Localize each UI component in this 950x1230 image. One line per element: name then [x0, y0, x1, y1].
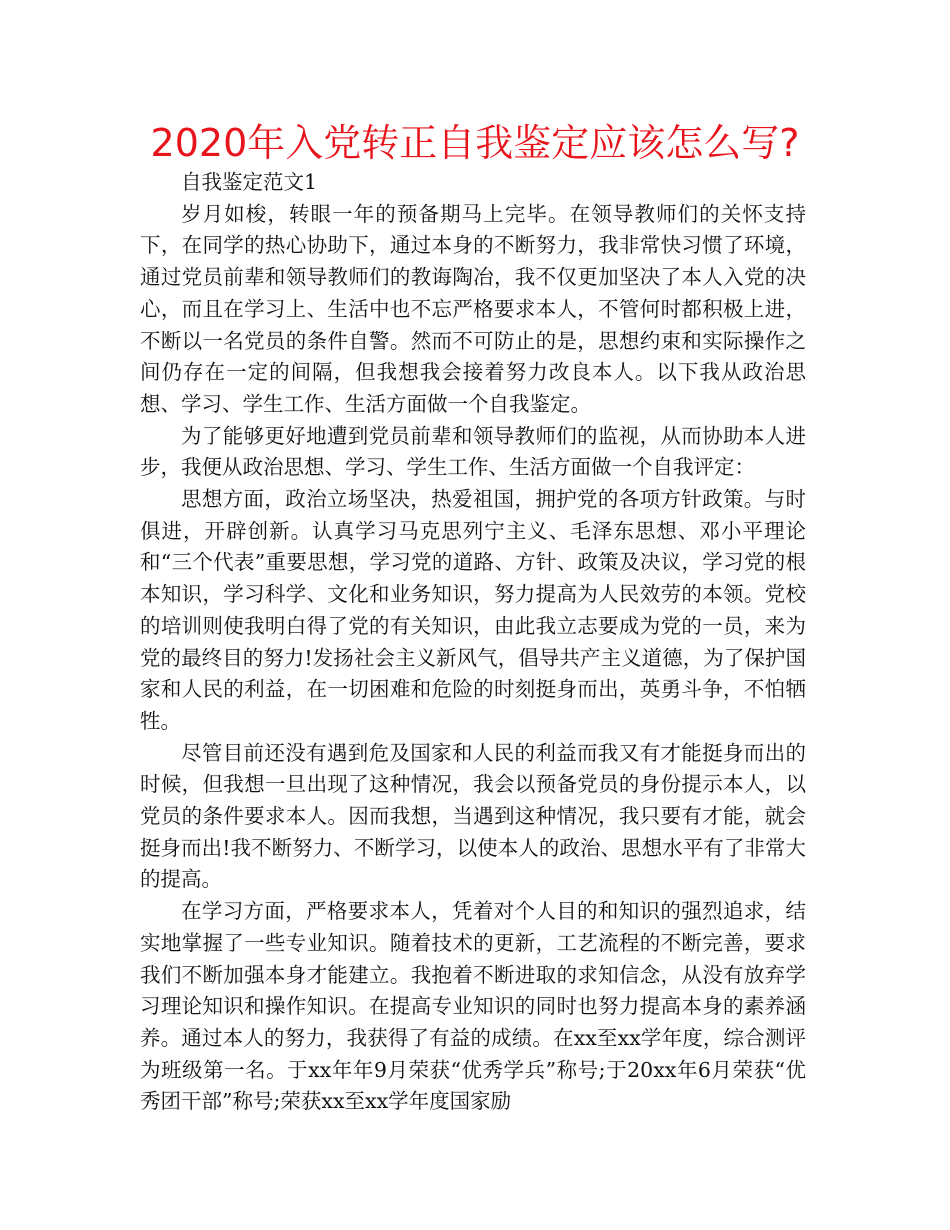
- paragraph: 尽管目前还没有遇到危及国家和人民的利益而我又有才能挺身而出的时候，但我想一旦出现了这种情况，我会以预备党员的身份提示本人，以党员的条件要求本人。因而我想，当遇到这种情况，我只要有才能，就会挺身而出!我不断努力、不断学习，以使本人的政治、思想水平有了非常大的提高。: [140, 740, 806, 892]
- paragraph: 为了能够更好地遭到党员前辈和领导教师们的监视，从而协助本人进步，我便从政治思想、学习、学生工作、生活方面做一个自我评定：: [140, 423, 806, 480]
- section-subheading: 自我鉴定范文1: [181, 170, 318, 194]
- document-title: 2020年入党转正自我鉴定应该怎么写?: [150, 121, 800, 165]
- paragraph: 在学习方面，严格要求本人，凭着对个人目的和知识的强烈追求，结实地掌握了一些专业知识。随着技术的更新，工艺流程的不断完善，要求我们不断加强本身才能建立。我抱着不断进取的求知信念，从没有放弃学习理论知识和操作知识。在提高专业知识的同时也努力提高本身的素养涵养。通过本人的努力，我获得了有益的成绩。在xx至xx学年度，综合测评为班级第一名。于xx年年9月荣获“优秀学兵”称号;于20xx年6月荣获“优秀团干部”称号;荣获xx至xx学年度国家励: [140, 899, 806, 1114]
- document-body: [140, 167, 806, 1118]
- paragraph: 岁月如梭，转眼一年的预备期马上完毕。在领导教师们的关怀支持下，在同学的热心协助下，通过本身的不断努力，我非常快习惯了环境，通过党员前辈和领导教师们的教诲陶冶，我不仅更加坚决了本人入党的决心，而且在学习上、生活中也不忘严格要求本人，不管何时都积极上进，不断以一名党员的条件自警。然而不可防止的是，思想约束和实际操作之间仍存在一定的间隔，但我想我会接着努力改良本人。以下我从政治思想、学习、学生工作、生活方面做一个自我鉴定。: [140, 201, 806, 416]
- paragraph: 思想方面，政治立场坚决，热爱祖国，拥护党的各项方针政策。与时俱进，开辟创新。认真学习马克思列宁主义、毛泽东思想、邓小平理论和“三个代表”重要思想，学习党的道路、方针、政策及决议，学习党的根本知识，学习科学、文化和业务知识，努力提高为人民效劳的本领。党校的培训则使我明白得了党的有关知识，由此我立志要成为党的一员，来为党的最终目的努力!发扬社会主义新风气，倡导共产主义道德，为了保护国家和人民的利益，在一切困难和危险的时刻挺身而出，英勇斗争，不怕牺牲。: [140, 487, 806, 733]
